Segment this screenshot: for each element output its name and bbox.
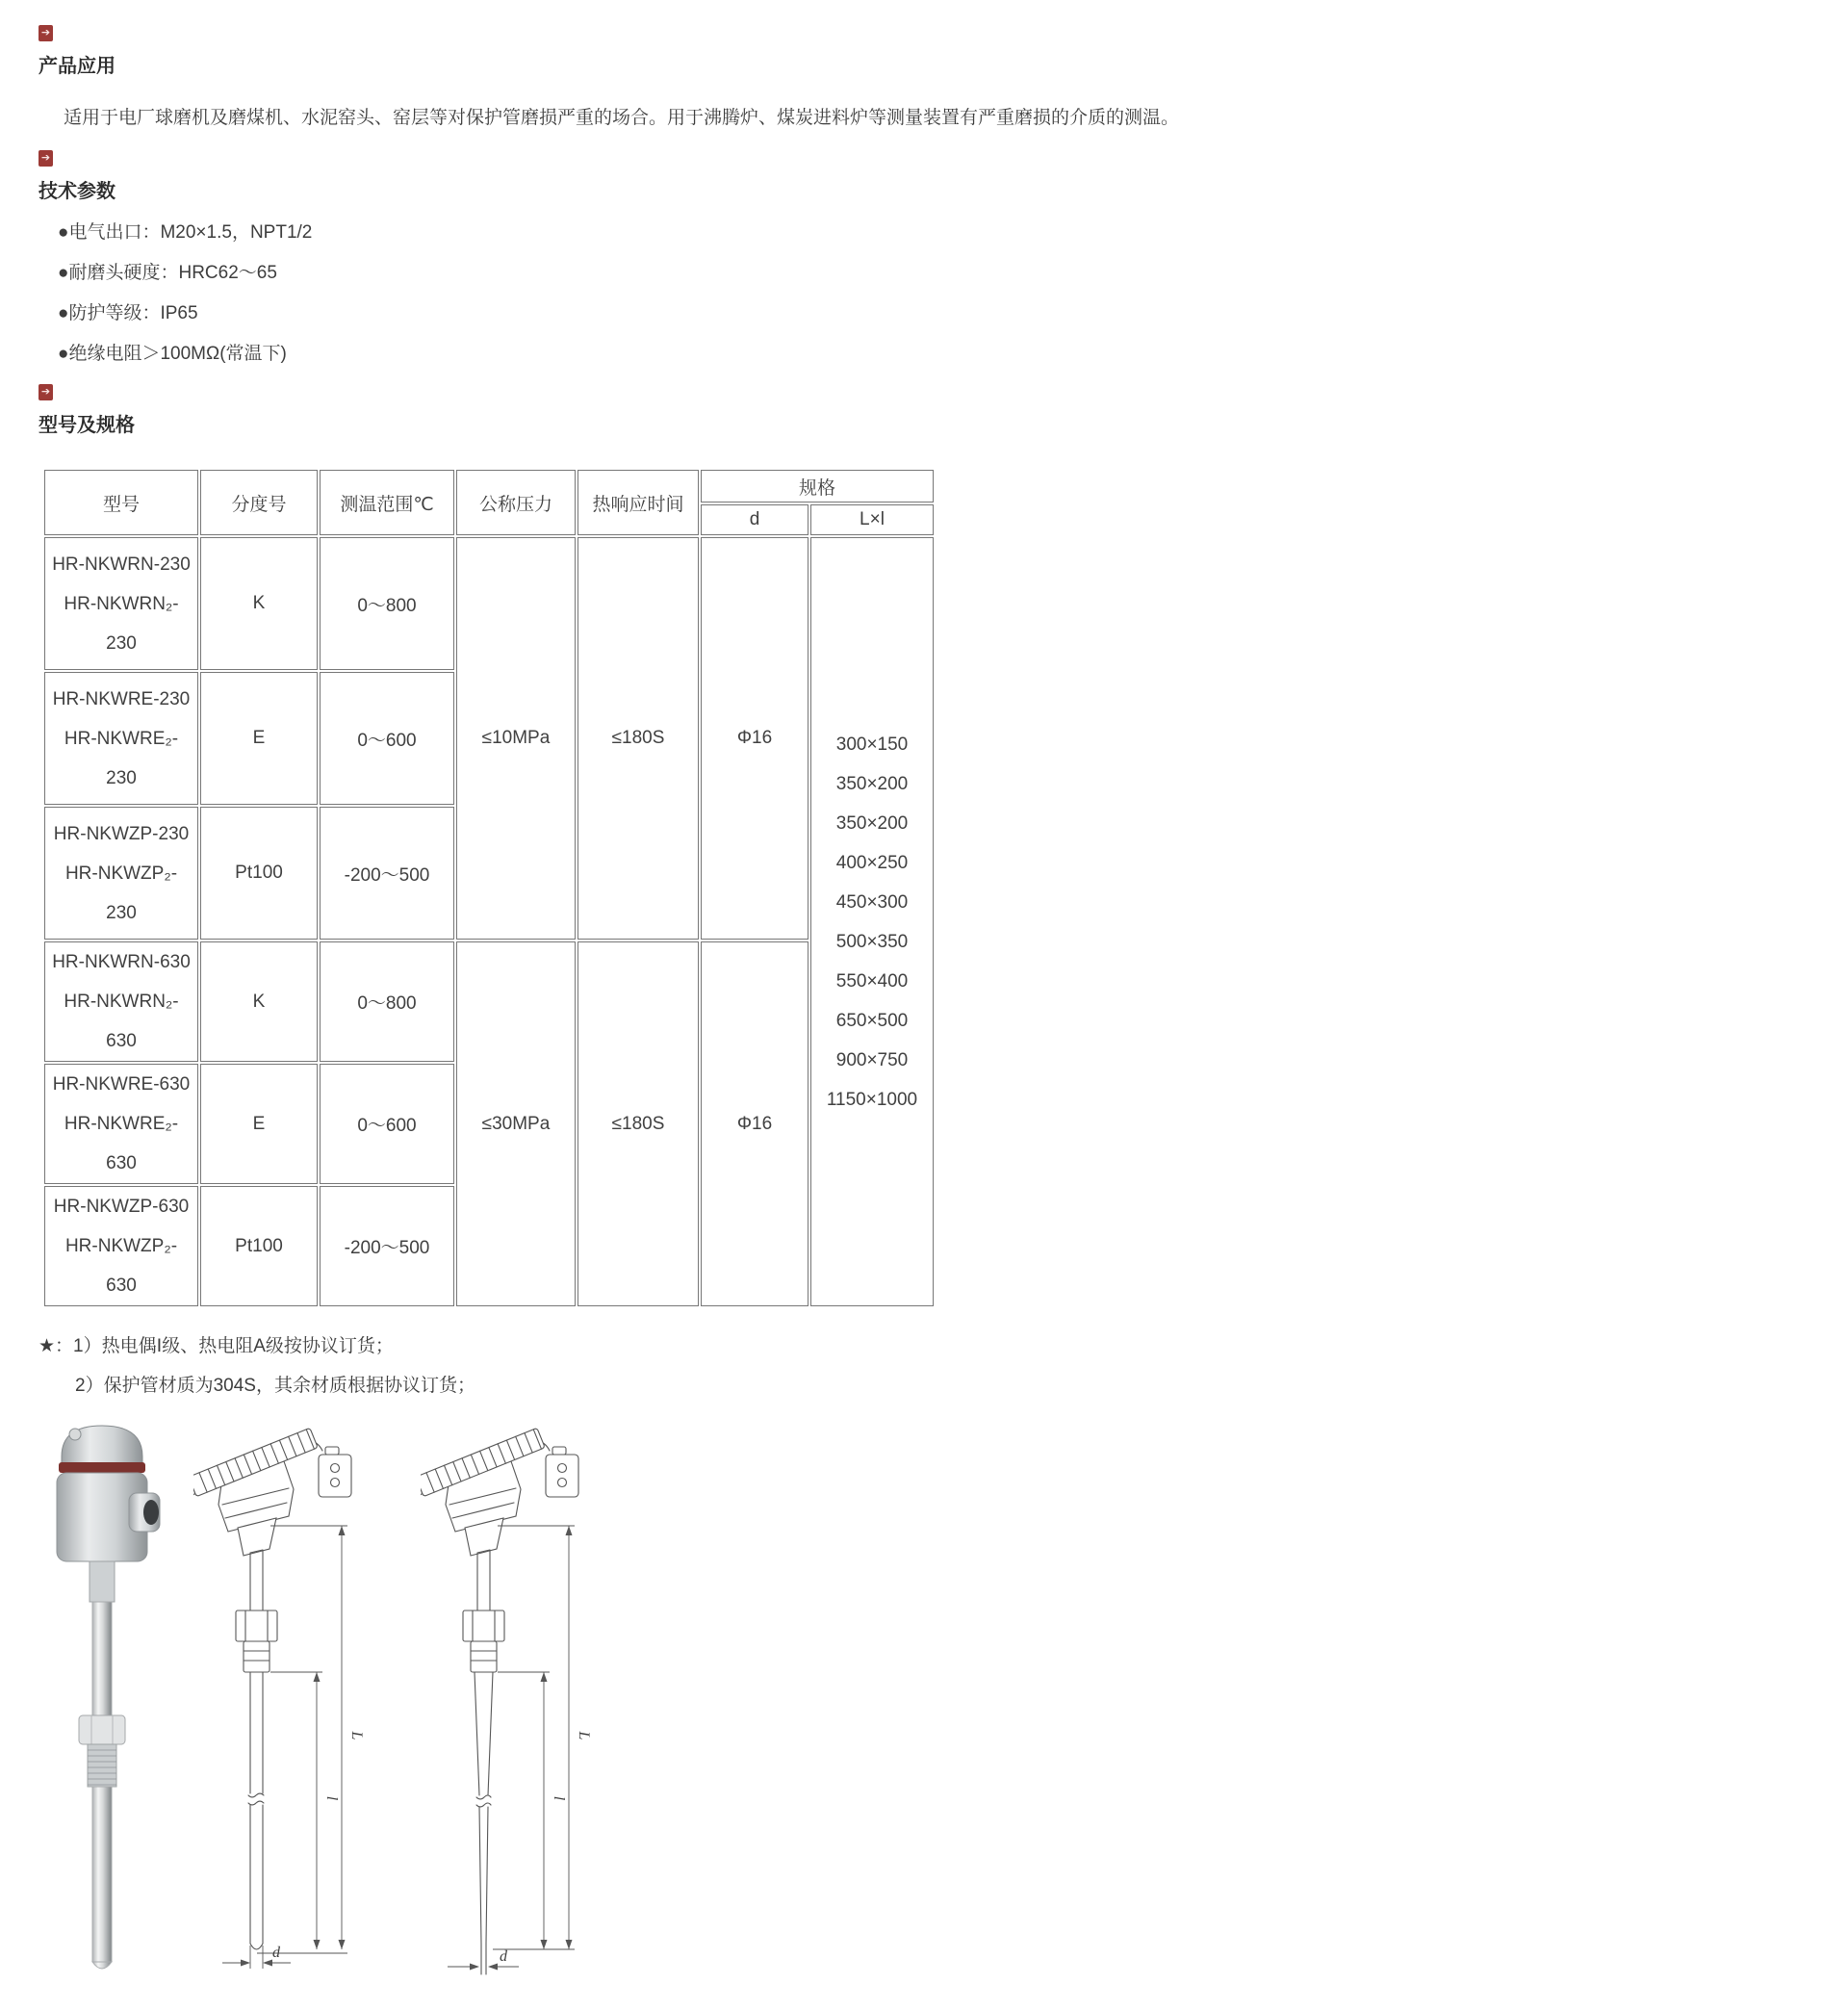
pressure-cell: ≤10MPa: [456, 537, 576, 940]
range-cell: 0～600: [320, 672, 454, 805]
section-marker-icon: ➔: [38, 25, 53, 41]
parameter-item: ●耐磨头硬度：HRC62～65: [58, 263, 277, 283]
parameter-item: ●电气出口：M20×1.5，NPT1/2: [58, 222, 313, 243]
model-cell: HR-NKWRE-230 HR-NKWRE₂- 230: [44, 672, 198, 805]
response-cell: ≤180S: [578, 537, 699, 940]
figures-row: [42, 1418, 1810, 1981]
col-header-pressure: 公称压力: [456, 470, 576, 535]
section-marker-icon: ➔: [38, 384, 53, 400]
dim-label-d: d: [500, 1948, 507, 1965]
col-header-model: 型号: [44, 470, 198, 535]
col-header-graduation: 分度号: [200, 470, 318, 535]
col-header-range: 测温范围℃: [320, 470, 454, 535]
parameter-item: ●绝缘电阻＞100MΩ(常温下): [58, 344, 287, 364]
model-cell: HR-NKWRN-230 HR-NKWRN₂- 230: [44, 537, 198, 670]
range-cell: -200～500: [320, 1186, 454, 1306]
model-cell: HR-NKWZP-630 HR-NKWZP₂- 630: [44, 1186, 198, 1306]
application-paragraph: 适用于电厂球磨机及磨煤机、水泥窑头、窑层等对保护管磨损严重的场合。用于沸腾炉、煤炭进料炉等测量装置有严重磨损的介质的测温。: [64, 108, 1180, 128]
model-cell: HR-NKWRN-630 HR-NKWRN₂- 630: [44, 941, 198, 1062]
range-cell: 0～800: [320, 537, 454, 670]
graduation-cell: K: [200, 537, 318, 670]
dim-label-L: L: [576, 1731, 592, 1740]
col-header-spec: 规格: [701, 470, 934, 502]
table-row: [44, 537, 934, 670]
graduation-cell: K: [200, 941, 318, 1062]
pressure-cell: ≤30MPa: [456, 941, 576, 1306]
thermocouple-drawing-tapered: [421, 1418, 594, 1981]
model-cell: HR-NKWRE-630 HR-NKWRE₂- 630: [44, 1064, 198, 1184]
section-title-models: 型号及规格: [38, 415, 135, 436]
response-cell: ≤180S: [578, 941, 699, 1306]
thermocouple-photo: [42, 1418, 163, 1981]
d-cell: Φ16: [701, 941, 808, 1306]
spec-table: [42, 468, 936, 1308]
thermocouple-drawing-straight: [193, 1418, 367, 1981]
parameter-list: [38, 220, 1810, 367]
section-title-application: 产品应用: [38, 56, 116, 77]
col-header-lxl: L×l: [810, 504, 934, 535]
dim-label-l: l: [323, 1795, 340, 1801]
graduation-cell: Pt100: [200, 807, 318, 940]
section-marker-icon: ➔: [38, 150, 53, 167]
range-cell: -200～500: [320, 807, 454, 940]
range-cell: 0～600: [320, 1064, 454, 1184]
footnote-2: 2）保护管材质为304S，其余材质根据协议订货；: [75, 1376, 475, 1396]
lxl-cell: 300×150 350×200 350×200 400×250 450×300 500×350 550×400 650×500 900×750 1150×1000: [810, 537, 934, 1306]
graduation-cell: Pt100: [200, 1186, 318, 1306]
graduation-cell: E: [200, 672, 318, 805]
footnote-1: ★：1）热电偶Ⅰ级、热电阻A级按协议订货；: [38, 1336, 394, 1356]
parameter-item: ●防护等级：IP65: [58, 303, 198, 323]
dim-label-L: L: [348, 1731, 365, 1740]
dim-label-l: l: [551, 1795, 567, 1801]
table-row: [44, 941, 934, 1062]
col-header-response: 热响应时间: [578, 470, 699, 535]
d-cell: Φ16: [701, 537, 808, 940]
section-title-parameters: 技术参数: [38, 181, 116, 202]
dim-label-d: d: [272, 1945, 280, 1961]
range-cell: 0～800: [320, 941, 454, 1062]
graduation-cell: E: [200, 1064, 318, 1184]
col-header-d: d: [701, 504, 808, 535]
model-cell: HR-NKWZP-230 HR-NKWZP₂- 230: [44, 807, 198, 940]
